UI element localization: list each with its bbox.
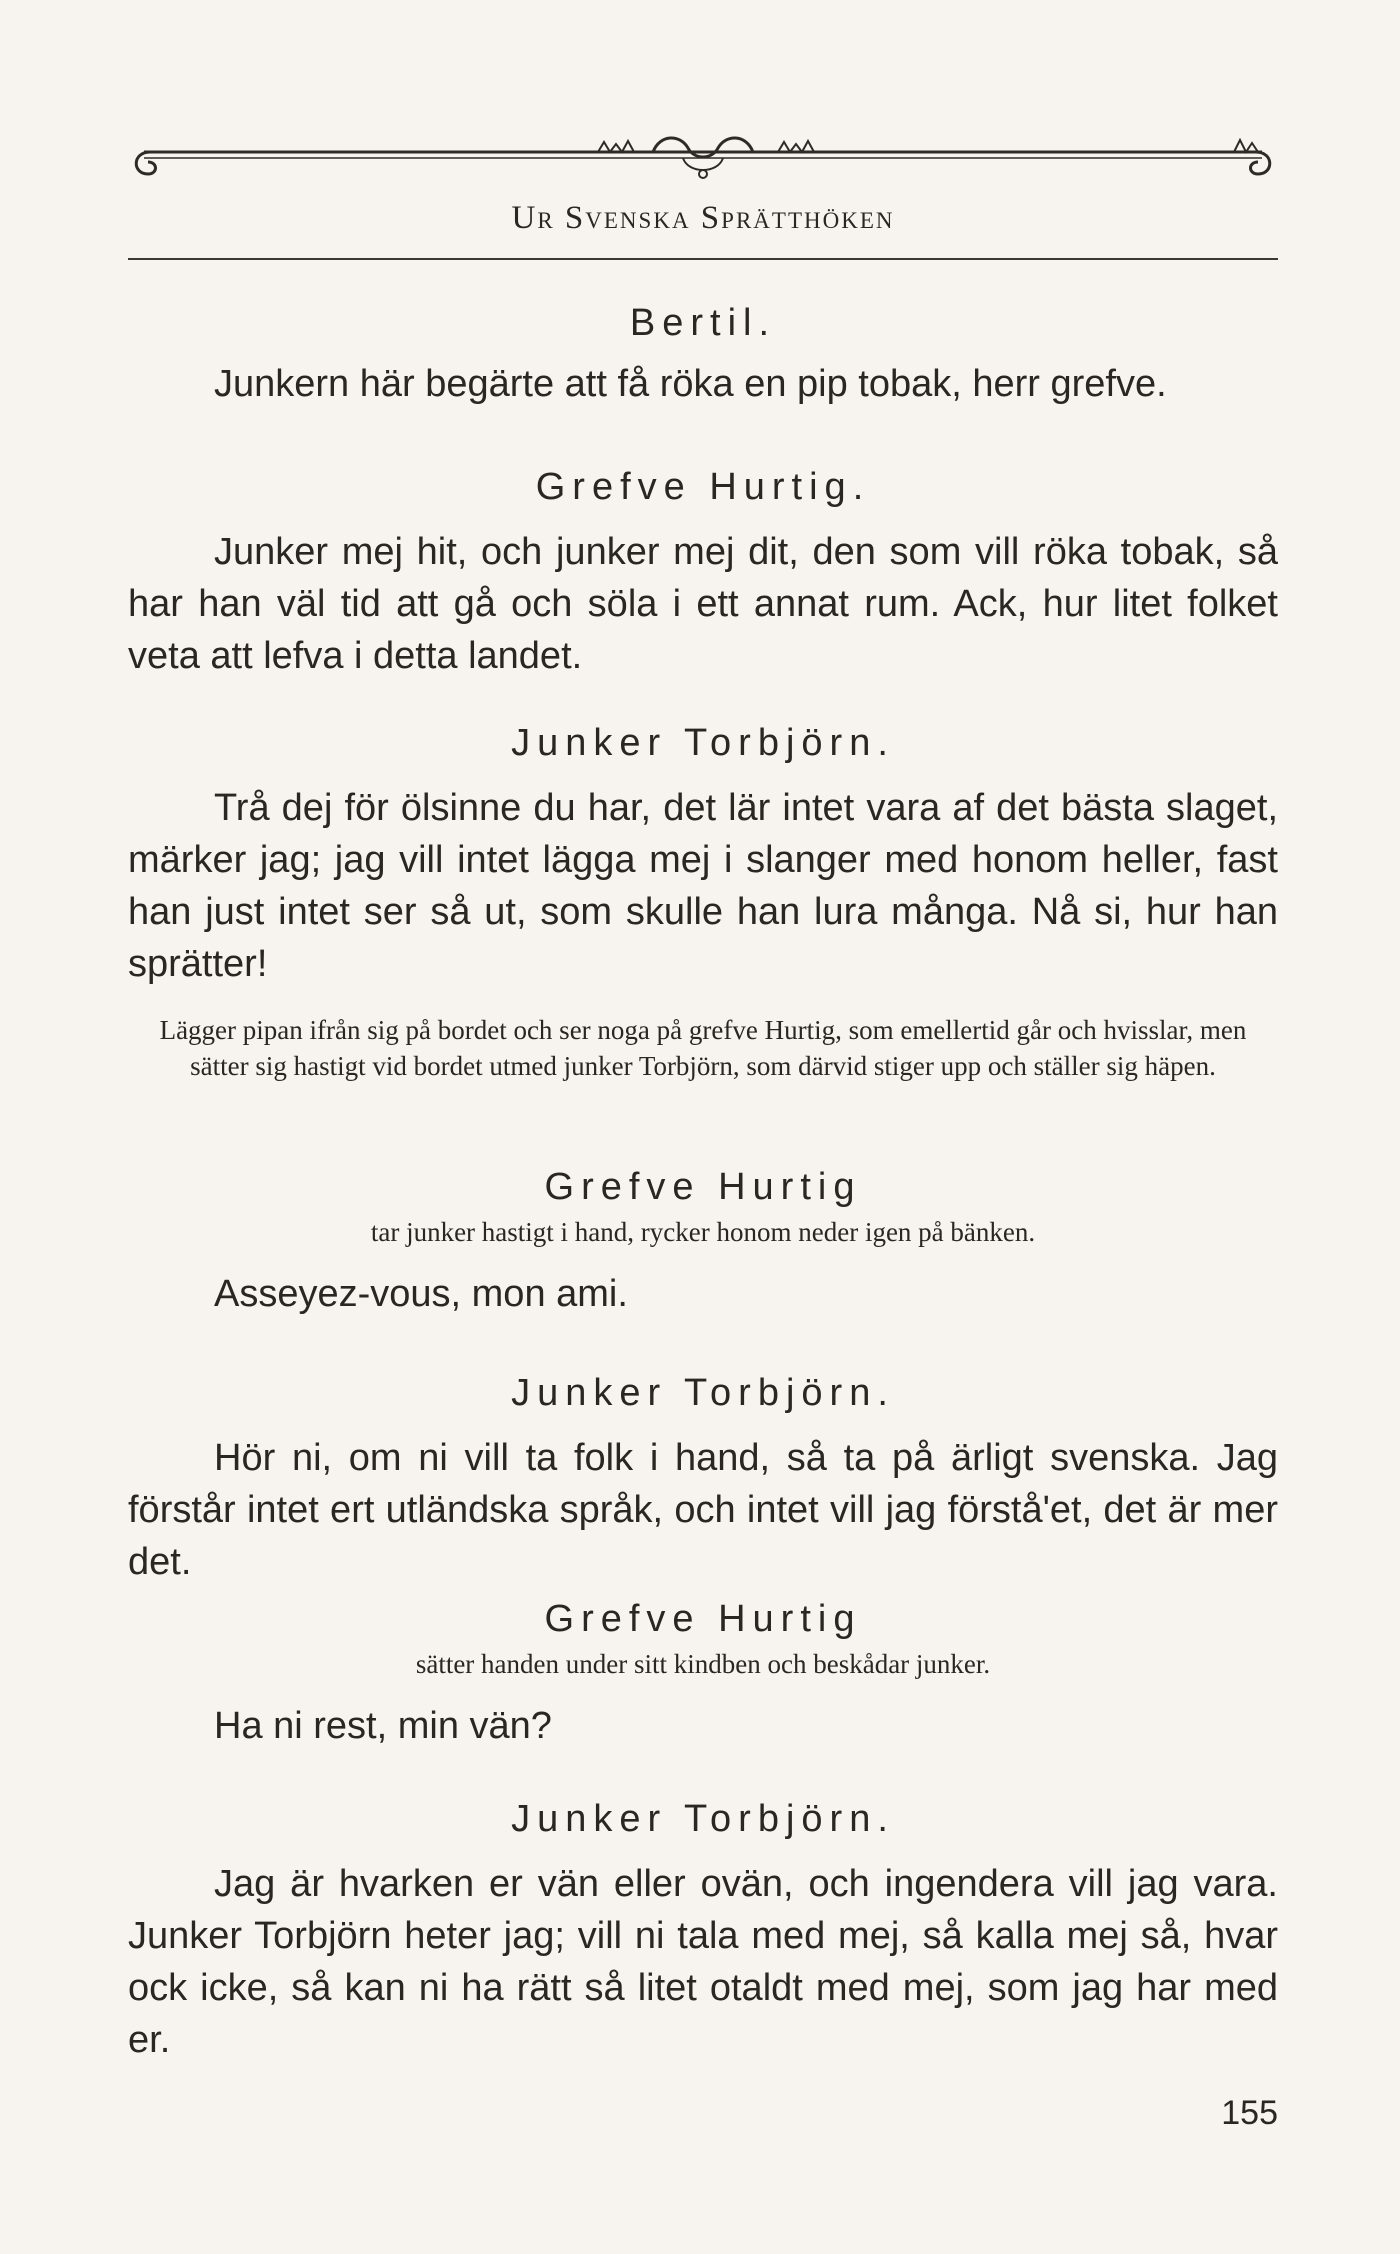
speech-text: Asseyez-vous, mon ami. bbox=[214, 1273, 628, 1315]
dialogue-junker-torbjorn-3 bbox=[128, 1796, 1278, 2066]
speaker-name: Bertil. bbox=[629, 302, 777, 344]
dialogue-grefve-hurtig-3 bbox=[128, 1596, 1278, 1752]
dialogue-grefve-hurtig-1 bbox=[128, 464, 1278, 682]
stage-direction-text: sätter handen under sitt kindben och beskådar junker. bbox=[415, 1649, 991, 1679]
speaker-name: Junker Torbjörn. bbox=[511, 1798, 895, 1840]
decorative-header-ornament bbox=[128, 130, 1278, 190]
stage-direction-text: Lägger pipan ifrån sig på bordet och ser noga på grefve Hurtig, som emellertid går och hvisslar, men sätter sig hastigt vid bordet utmed junker Torbjörn, som därvid stiger upp och ställer sig häpen. bbox=[159, 1015, 1247, 1081]
speaker-name: Junker Torbjörn. bbox=[511, 722, 895, 764]
dialogue-bertil bbox=[128, 300, 1278, 410]
stage-direction-text: tar junker hastigt i hand, rycker honom neder igen på bänken. bbox=[370, 1217, 1036, 1247]
speech-text: Junkern här begärte att få röka en pip tobak, herr grefve. bbox=[214, 363, 1167, 405]
speech-text: Trå dej för ölsinne du har, det lär intet vara af det bästa slaget, märker jag; jag vill intet lägga mej i slanger med honom heller, fast han just intet ser så ut, som skulle han lura många. Nå si, hur han sprätter! bbox=[128, 787, 1278, 985]
speaker-name: Grefve Hurtig bbox=[544, 1166, 862, 1208]
speaker-name: Grefve Hurtig. bbox=[535, 466, 871, 508]
page-number: 155 bbox=[1221, 2094, 1278, 2132]
book-page bbox=[128, 0, 1278, 2254]
speech-text: Junker mej hit, och junker mej dit, den som vill röka tobak, så har han väl tid att gå och söla i ett annat rum. Ack, hur litet folket veta att lefva i detta landet. bbox=[128, 531, 1278, 677]
dialogue-junker-torbjorn-2 bbox=[128, 1370, 1278, 1588]
running-head-title: Ur Svenska Sprätthöken bbox=[511, 200, 895, 236]
speech-text: Jag är hvarken er vän eller ovän, och ingendera vill jag vara. Junker Torbjörn heter jag; vill ni tala med mej, så kalla mej så, hvar ock icke, så kan ni ha rätt så litet otaldt med mej, som jag har med er. bbox=[128, 1863, 1278, 2061]
stage-direction-1 bbox=[128, 1012, 1278, 1084]
dialogue-junker-torbjorn-1 bbox=[128, 720, 1278, 990]
speech-text: Ha ni rest, min vän? bbox=[214, 1705, 552, 1747]
speech-text: Hör ni, om ni vill ta folk i hand, så ta på ärligt svenska. Jag förstår intet ert utländska språk, och intet vill jag förstå'et, det är mer det. bbox=[128, 1437, 1278, 1583]
dialogue-grefve-hurtig-2 bbox=[128, 1164, 1278, 1320]
speaker-name: Junker Torbjörn. bbox=[511, 1372, 895, 1414]
header-rule bbox=[128, 258, 1278, 260]
speaker-name: Grefve Hurtig bbox=[544, 1598, 862, 1640]
